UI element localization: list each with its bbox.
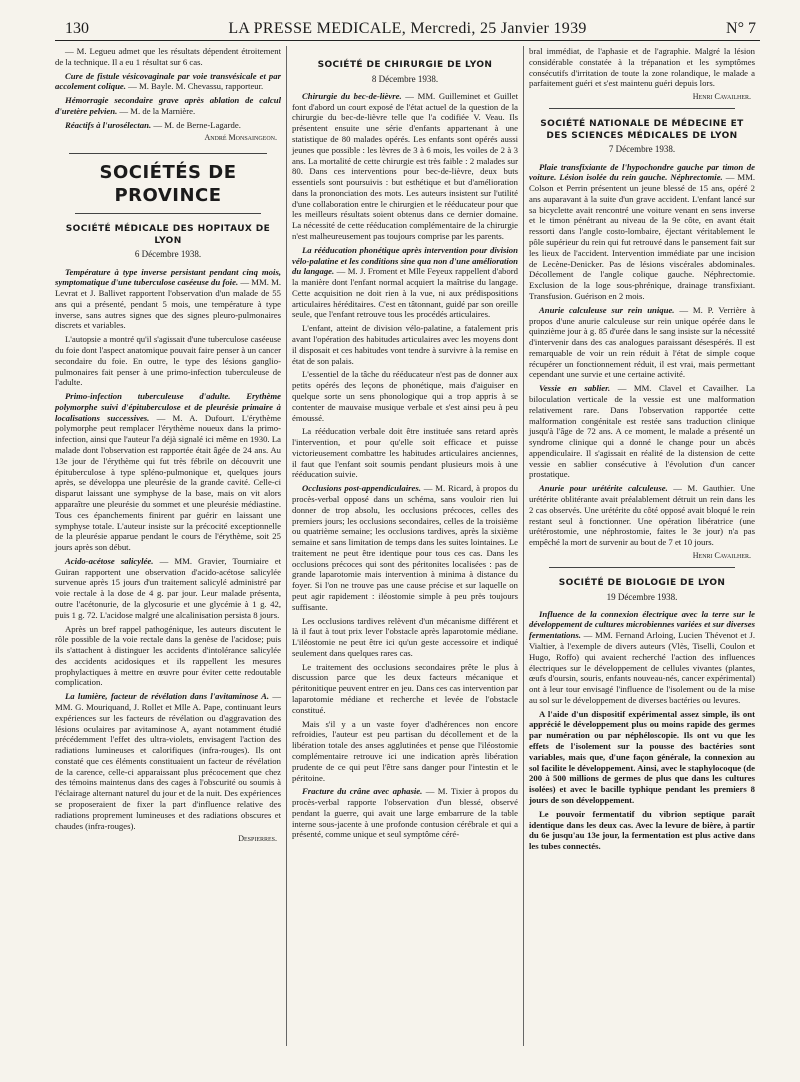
divider	[69, 153, 267, 154]
paragraph: La rééducation phonétique après intervention pour division vélo-palatine et les conditions sine qua non d'une amélioration du langage. — M. J. Froment et Mlle Feyeux rappellent d'abord la manière dont l'enfant normal acquiert la maîtrise du langage. Cette acquisition ne doit rien à la vue, ni aux prédispositions articulaires héréditaires. C'est en tâtonnant, guidé par son oreille seule, que l'enfant retrouve tous les procédés articulaires.	[292, 244, 518, 320]
paragraph: Fracture du crâne avec aphasie. — M. Tixier à propos du procès-verbal rapporte l'observation d'un blessé, observé pendant la guerre, qui avait une large embarrure de la table interne sous-jacente à une profonde contusion cérébrale et qui a présenté, comme unique et seul symptôme céré-	[292, 786, 519, 840]
paragraph: Après un bref rappel pathogénique, les auteurs discutent le rôle possible de la voie rectale dans la genèse de l'acidose; puis ils s'attachent à distinguer les accidents d'intolérance salicylée des accidents acidosiques et ils rappellent les mesures prophylactiques à mettre en œuvre pour éviter cette redoutable complication.	[55, 623, 281, 688]
session-date: 7 Décembre 1938.	[608, 144, 676, 155]
paragraph: Anurie pour urétérite calculeuse. — M. Gauthier. Une urétérite oblitérante avait préalablement détruit un rein dans les 2 cas observés. Une urétérite du côté opposé avait bloqué le rein restant seul à fonctionner. Une opération libératrice (une urétérostomie, une néphrostomie, faites le 3e jour) n'a pas empêché la mort de survenir au bout de 7 et 10 jours.	[529, 483, 755, 548]
society-heading: SOCIÉTÉ MÉDICALE DES HOPITAUX DE LYON	[65, 224, 271, 246]
paragraph: Occlusions post-appendiculaires. — M. Ricard, à propos du procès-verbal opposé dans un schéma, sans vouloir rien lui donner de trop absolu, les occlusions précoces, celles des premiers jours; les occlusions secondaires, celles de la troisième ou quatrième semaine; les occlusions tardives, après la sixième semaine et sans limitation de temps dans les suites lointaines. Le traitement ne peut être identique pour tous ces cas. Dans les occlusions précoces qui sont des péritonites localisées : pas de grande laparotomie mais intervention à minima à distance du foyer. Si l'on ne trouve pas une cause précise et sur laquelle on peut agir rapidement : iléostomie simple à peu près toujours suffisante.	[292, 483, 518, 612]
paragraph: Acido-acétose salicylée. — MM. Gravier, Tourniaire et Guiran rapportent une observation d'acido-acétose salicylée survenue après 15 jours d'un traitement salicylé administré par voie rectale à la dose de 4 g. par jour. Leur malade présenta, outre l'acétonurie, de la glycosurie et une glycémie à 1 g. 42, puis 1 g. 72. L'acidose malgré une alcalinisation persista 8 jours.	[55, 555, 281, 620]
paragraph: L'essentiel de la tâche du rééducateur n'est pas de donner aux petits opérés des leçons de phonétique, mais d'aiguiser en quelque sorte un sens phonologique qui a trop appris à se contenter de mauvaise musique verbale et s'est ainsi peu à peu émoussé.	[292, 369, 518, 423]
session-date: 8 Décembre 1938.	[371, 73, 439, 84]
item-title: Fracture du crâne avec aphasie.	[302, 786, 423, 797]
paragraph: Réactifs à l'urosélectan. — M. de Berne-Lagarde.	[65, 119, 241, 130]
paragraph: Influence de la connexion électrique avec la terre sur le développement de cultures microbiennes variées et sur diverses fermentations. — MM. Fernand Arloing, Lucien Thévenot et J. Vialtier, à l'exemple de divers auteurs (Vlès, Tiselli, Coulon et Hugo, Roffo) qui avaient recherché l'action des influences électriques sur le développement de cellules vivantes (plantes, œufs d'oursin, souris, enfants nouveau-nés, cancer expérimental) ont à leur tour envisagé l'influence de l'isolement ou de la mise au sol sur le développement de diverses bactéries ou levures.	[529, 608, 756, 705]
item-title: La lumière, facteur de révélation dans l'avitaminose A.	[65, 691, 270, 702]
item-title: Hémorragie secondaire grave après ablation de calcul d'uretère pelvien.	[55, 95, 281, 116]
paragraph: Chirurgie du bec-de-lièvre. — MM. Guilleminet et Guillet font d'abord un court exposé de l'état actuel de la question de la chirurgie du bec-de-lièvre telle que l'a codifiée V. Veau. Ils présentent ensuite une série d'enfants appartenant à une statistique de 80 malades opérés. Les enfants sont opérés aussi jeunes que possible : les lèvres de 3 à 6 mois, les voiles de 2 à 3 ans. La mortalité de cette chirurgie est très faible : 2 malades sur 80. Dans ces interventions pour bec-de-lièvre, deux buts essentiels sont poursuivis : but esthétique et but d'amélioration dans la prononciation des mots. Les auteurs insistent sur l'utilité d'une collaboration entre le chirurgien et le rééducateur pour que les meilleurs résultats soient obtenus dans ce dernier domaine. La nécessité de cette rééducation complémentaire de la chirurgie n'est malheureusement pas toujours comprise par les parents.	[292, 90, 518, 241]
journal-title: LA PRESSE MEDICALE, Mercredi, 25 Janvier 1939	[228, 20, 587, 37]
issue-number: N° 7	[726, 20, 756, 37]
signature: André Monsaingeon.	[204, 133, 277, 143]
paragraph: Mais s'il y a un vaste foyer d'adhérences non encore refroidies, l'auteur est peu partisan du décollement et de la libération totale des anses agglutinées et pense que l'iléostomie complémentaire retrouve ici une indication après libération prudente de ce qui peut l'être sans danger pour l'intestin et le péritoine.	[292, 718, 518, 783]
item-title: Cure de fistule vésicovaginale par voie transvésicale et par accolement colique.	[55, 70, 281, 92]
paragraph: Hémorragie secondaire grave après ablation de calcul d'uretère pelvien. — M. de la Marnière.	[55, 95, 281, 116]
society-heading: SOCIÉTÉ NATIONALE DE MÉDECINE ET DES SCIENCES MÉDICALES DE LYON	[540, 119, 744, 141]
signature: Henri Cavailher.	[692, 92, 751, 102]
item-title: Température à type inverse persistant pendant cinq mois, symptomatique d'une tuberculose caséeuse du foie.	[55, 266, 281, 288]
item-title: Primo-infection tuberculeuse d'adulte. Erythème polymorphe suivi d'épituberculose et de pleurésie primaire à localisations successives.	[55, 391, 281, 423]
paragraph: bral immédiat, de l'aphasie et de l'agraphie. Malgré la lésion considérable constatée à la trépanation et les symptômes consécutifs d'irritation de toute la zone rolandique, le malade a parfaitement guéri et s'est maintenu guéri depuis lors.	[529, 46, 755, 89]
column-rule	[286, 46, 287, 1046]
item-title: Influence de la connexion électrique avec la terre sur le développement de cultures microbiennes variées et sur diverses fermentations.	[529, 608, 755, 641]
paragraph: Température à type inverse persistant pendant cinq mois, symptomatique d'une tuberculose caséeuse du foie. — MM. M. Levrat et J. Ballivet rapportent l'observation d'un malade de 55 ans qui a présenté, pendant 5 mois, une température à type inverse, sans autres signes que des signes pleuro-pulmonaires discrets et variables.	[55, 266, 281, 331]
item-title: Chirurgie du bec-de-lièvre.	[302, 90, 402, 101]
paragraph: Anurie calculeuse sur rein unique. — M. P. Verrière à propos d'une anurie calculeuse sur rein unique opérée dans le quinzième jour à g. 85 d'urée dans le sang insiste sur la nécessité d'intervenir dans des cas analogues paraissant désespérés. Il est remarquable de voir un rein réduit à l'état de simple coque récupérer un fonctionnement réduit, il est vrai, mais permettant cependant une survie et une certaine activité.	[529, 304, 755, 380]
paragraph: A l'aide d'un dispositif expérimental assez simple, ils ont apprécié le développement plus ou moins rapide des germes par numération ou par néphéloscopie. Ils ont vu que les effets de l'isolement sur la pousse des bactéries sont variables, mais que, d'une façon générale, la connexion au sol facilite le développement. Ainsi, avec le staphylocoque (de 200 à 500 millions de germes de plus que dans les cultures isolées) et avec le bacille typhique pendant les premiers 8 jours de son développement.	[529, 708, 755, 805]
paragraph: L'autopsie a montré qu'il s'agissait d'une tuberculose caséeuse du foie dont l'aspect anatomique pouvait faire penser à un cancer secondaire du foie. En outre, le type des lésions ganglio-pulmonaires fait penser à une primo-infection tuberculeuse de l'adulte.	[55, 334, 281, 388]
paragraph: Vessie en sablier. — MM. Clavel et Cavailher. La biloculation verticale de la vessie est une malformation relativement rare. Dans l'observation rapportée cette malformation congénitale est restée sans traduction clinique jusqu'à l'âge de 72 ans. A ce moment, le malade a présenté un syndrome clinique qui a donné le change pour un abcès appendiculaire. Il s'agissait en réalité de la distension de cette vessie en sablier consécutive à l'évolution d'un cancer prostatique.	[529, 383, 755, 480]
paragraph: L'enfant, atteint de division vélo-palatine, a fatalement pris avant l'opération des habitudes articulaires avec les moyens dont il disposait et ces habitudes vont tendre à survivre à la remise en état de son palais.	[292, 323, 518, 366]
session-date: 19 Décembre 1938.	[606, 591, 678, 602]
page-number: 130	[65, 20, 89, 37]
column-3	[529, 46, 755, 855]
divider	[549, 567, 735, 568]
paragraph: La rééducation verbale doit être instituée sans retard après l'intervention, et pour qu'elle soit efficace et puisse victorieusement combattre les habitudes articulaires anciennes, il faut que l'enfant soit soumis pendant plusieurs mois à une rééducation suivie.	[292, 426, 518, 480]
item-title: Anurie pour urétérite calculeuse.	[539, 483, 668, 494]
paragraph: Primo-infection tuberculeuse d'adulte. Erythème polymorphe suivi d'épituberculose et de pleurésie primaire à localisations successives. — M. A. Dufourt. L'érythème polymorphe peut remplacer l'érythème noueux dans la primo-infection, ainsi que l'auteur l'a déjà signalé ici même en 1930. La malade dont l'observation est rapportée était âgée de 24 ans. Au 13e jour de l'érythème qui fut très fébrile on découvrit une épituberculose à type spléno-pulmonique et, quelques jours après, se développa une pleurésie de la grande cavité. Celle-ci disparut laissant une symphyse de la base, mais on vit alors apparaître une pleurésie du sommet et une pleurésie médiastine. Tous ces épanchements finirent par guérir en laissant une symphyse totale. L'auteur insiste sur la précocité exceptionnelle de la pleurésie apparue pendant le cours de l'érythème, soit 25 jours après son début.	[55, 391, 281, 553]
paragraph: Les occlusions tardives relèvent d'un mécanisme différent et là il faut à tout prix lever l'obstacle après laparotomie médiane. L'iléostomie ne peut être ici qu'un geste accessoire et indiqué seulement dans quelques rares cas.	[292, 615, 518, 658]
section-title: SOCIÉTÉS DE PROVINCE	[99, 162, 237, 206]
page-header	[55, 10, 760, 41]
divider	[75, 213, 261, 214]
column-1	[55, 46, 281, 848]
society-heading: SOCIÉTÉ DE BIOLOGIE DE LYON	[558, 577, 726, 588]
paragraph: Le pouvoir fermentatif du vibrion septique paraît identique dans les deux cas. Avec la levure de bière, à partir du 6e jusqu'au 13e jour, la fermentation est plus active dans les tubes connectés.	[529, 808, 755, 852]
signature: Despierres.	[238, 834, 277, 844]
session-date: 6 Décembre 1938.	[134, 249, 202, 260]
divider	[549, 108, 735, 109]
item-title: Réactifs à l'urosélectan.	[65, 119, 152, 130]
signature: Henri Cavailher.	[692, 550, 751, 560]
column-rule	[523, 46, 524, 1046]
item-title: Anurie calculeuse sur rein unique.	[539, 304, 675, 315]
paragraph: Cure de fistule vésicovaginale par voie transvésicale et par accolement colique. — M. Bayle. M. Chevassu, rapporteur.	[55, 70, 281, 92]
item-title: La rééducation phonétique après intervention pour division vélo-palatine et les conditions sine qua non d'une amélioration du langage.	[292, 244, 518, 277]
paragraph: Plaie transfixiante de l'hypochondre gauche par timon de voiture. Lésion isolée du rein gauche. Néphrectomie. — MM. Colson et Perrin présentent un jeune blessé de 15 ans, opéré 2 ans auparavant à la suite d'un grave accident. L'enfant lancé sur sa bicyclette avait rencontré une voiture venant en sens inverse et le timon pénétrant au niveau de la 9e côte, en avant était ressorti dans l'angle costo-lombaire, éjectant véritablement le pôle supérieur du rein qui fut retrouvé dans le pansement fait sur les lieux de l'accident. Intervention immédiate par une incision de Lecène-Denicker. Pas de lésions viscérales abdominales. Décollement de l'angle colique gauche. Néphrectomie. Exclusion de la loge sous-phrénique, drainage transfixiant. Transfusion. Guérison en 2 mois.	[529, 161, 755, 301]
paragraph: La lumière, facteur de révélation dans l'avitaminose A. — MM. G. Mouriquand, J. Rollet et Mlle A. Pape, continuant leurs expériences sur les facteurs de révélation ou d'aggravation des lésions oculaires par avitaminose A, ayant notamment étudié précédemment l'effet des ultra-violets, envisagent l'action des radiations lumineuses et calorifiques (infra-rouges). Ils ont constaté que ces éléments constituaient un facteur de révélation de la carence, celle-ci apparaissant plus précocement que chez des témoins maintenus dans des cages à l'obscurité ou soumis à l'éclairage alternant naturel du jour et de la nuit. Des expériences se proposeraient de fixer la part d'influence relative des radiations proprement lumineuses et des radiations obscures et chaudes (infra-rouges).	[55, 691, 282, 831]
column-2	[292, 46, 518, 843]
item-title: Plaie transfixiante de l'hypochondre gauche par timon de voiture. Lésion isolée du rein gauche. Néphrectomie.	[529, 161, 755, 183]
item-title: Vessie en sablier.	[539, 383, 611, 394]
paragraph: — M. Legueu admet que les résultats dépendent étroitement de la technique. Il a eu 1 résultat sur 6 cas.	[55, 46, 281, 67]
society-heading: SOCIÉTÉ DE CHIRURGIE DE LYON	[317, 60, 493, 70]
item-title: Acido-acétose salicylée.	[65, 555, 154, 566]
paragraph: Le traitement des occlusions secondaires prête le plus à discussion parce que les deux facteurs mécanique et péritonitique peuvent entrer en jeu. Dans ces cas intervention par laparotomie médiane et recherche et levée de l'obstacle constitué.	[292, 661, 518, 715]
item-title: Occlusions post-appendiculaires.	[302, 483, 421, 494]
